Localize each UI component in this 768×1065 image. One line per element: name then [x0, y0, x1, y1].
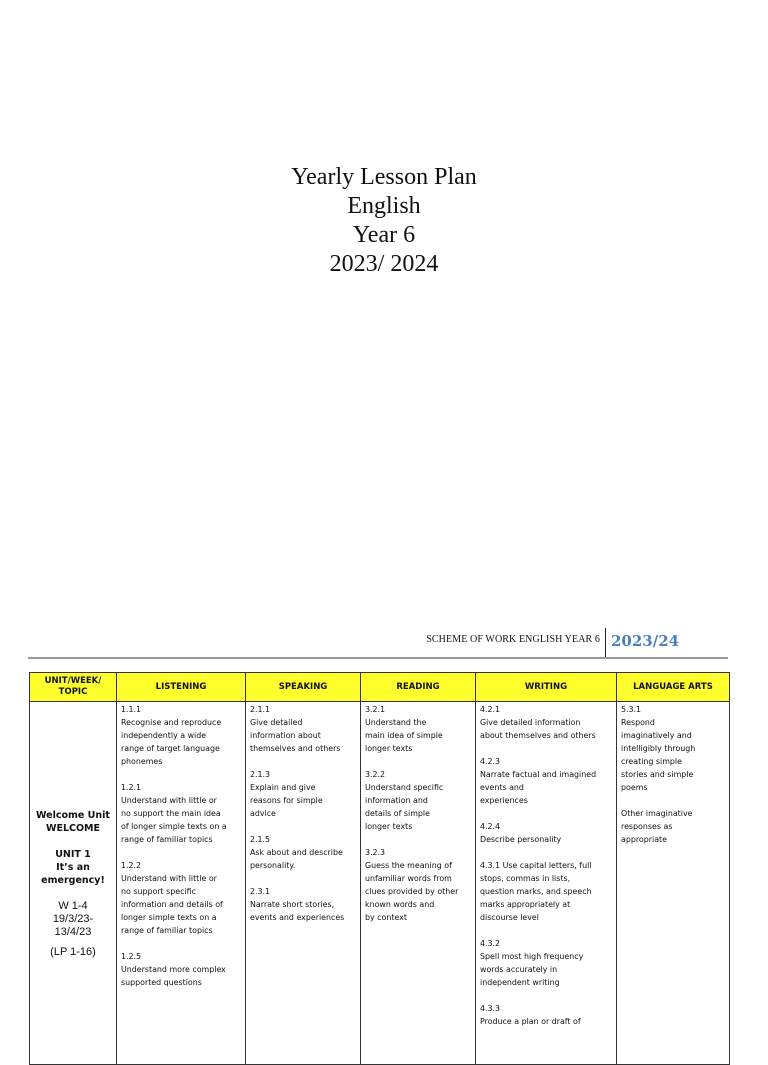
writing-line: [480, 846, 612, 859]
listening-line: 1.2.1: [121, 783, 142, 792]
title-subject: English: [347, 193, 421, 219]
speaking-line: Explain and give: [250, 783, 316, 792]
writing-line: experiences: [480, 796, 528, 805]
unit-welcome-title: WELCOME: [45, 823, 100, 834]
writing-line: question marks, and speech: [480, 887, 592, 896]
language-arts-line: responses as: [621, 822, 673, 831]
listening-line: no support the main idea: [121, 809, 221, 818]
reading-line: longer texts: [365, 744, 413, 753]
listening-line: range of familiar topics: [121, 926, 213, 935]
writing-line: stops, commas in lists,: [480, 874, 571, 883]
writing-line: [480, 924, 612, 937]
listening-line: 1.2.5: [121, 952, 142, 961]
reading-line: longer texts: [365, 822, 413, 831]
writing-line: 4.3.2: [480, 939, 501, 948]
writing-line: [480, 989, 612, 1002]
header-listening: LISTENING: [117, 673, 246, 702]
scheme-header: [0, 628, 768, 660]
reading-line: 3.2.3: [365, 848, 386, 857]
listening-line: range of target language: [121, 744, 220, 753]
writing-line: 4.3.1 Use capital letters, full: [480, 861, 592, 870]
header-reading: READING: [361, 673, 476, 702]
speaking-line: 2.1.1: [250, 705, 271, 714]
unit-topic-line1: It’s an: [56, 862, 90, 873]
reading-line: main idea of simple: [365, 731, 443, 740]
header-unit: UNIT/WEEK/ TOPIC: [30, 673, 117, 702]
writing-line: 4.2.1: [480, 705, 501, 714]
language-arts-line: [621, 794, 725, 807]
listening-cell: [117, 702, 246, 1065]
writing-line: discourse level: [480, 913, 539, 922]
language-arts-line: intelligibly through: [621, 744, 696, 753]
document-title: [0, 163, 768, 279]
writing-line: Spell most high frequency: [480, 952, 584, 961]
speaking-line: 2.1.3: [250, 770, 271, 779]
reading-line: clues provided by other: [365, 887, 459, 896]
header-writing: WRITING: [476, 673, 617, 702]
writing-line: [480, 807, 612, 820]
reading-line: information and: [365, 796, 428, 805]
writing-line: about themselves and others: [480, 731, 596, 740]
language-arts-line: Other imaginative: [621, 809, 693, 818]
writing-line: independent writing: [480, 978, 560, 987]
listening-line: Understand more complex: [121, 965, 226, 974]
listening-line: 1.2.2: [121, 861, 142, 870]
unit-week: W 1-4: [58, 900, 88, 912]
reading-line: 3.2.1: [365, 705, 386, 714]
speaking-line: Give detailed: [250, 718, 303, 727]
speaking-line: 2.1.5: [250, 835, 271, 844]
language-arts-line: appropriate: [621, 835, 667, 844]
unit-lesson-plans: (LP 1-16): [50, 946, 96, 958]
header-rule: [28, 657, 728, 659]
speaking-line: [250, 820, 356, 833]
writing-line: marks appropriately at: [480, 900, 571, 909]
reading-line: known words and: [365, 900, 435, 909]
reading-line: 3.2.2: [365, 770, 386, 779]
listening-line: Recognise and reproduce: [121, 718, 222, 727]
speaking-line: themselves and others: [250, 744, 341, 753]
unit-date-start: 19/3/23-: [52, 913, 94, 925]
lesson-plan-table: [29, 672, 730, 1065]
reading-cell: [361, 702, 476, 1065]
speaking-line: [250, 872, 356, 885]
language-arts-line: 5.3.1: [621, 705, 642, 714]
unit-number: UNIT 1: [55, 849, 91, 860]
speaking-line: Ask about and describe: [250, 848, 343, 857]
language-arts-line: imaginatively and: [621, 731, 692, 740]
listening-line: [121, 937, 241, 950]
speaking-line: [250, 755, 356, 768]
language-arts-line: creating simple: [621, 757, 682, 766]
writing-line: [480, 742, 612, 755]
language-arts-line: poems: [621, 783, 648, 792]
speaking-line: 2.3.1: [250, 887, 271, 896]
writing-line: 4.2.4: [480, 822, 501, 831]
unit-date-end: 13/4/23: [54, 926, 92, 938]
writing-line: Narrate factual and imagined: [480, 770, 597, 779]
scheme-header-text: SCHEME OF WORK ENGLISH YEAR 6: [426, 634, 600, 645]
header-language-arts: LANGUAGE ARTS: [617, 673, 730, 702]
writing-cell: [476, 702, 617, 1065]
speaking-line: information about: [250, 731, 321, 740]
language-arts-line: Respond: [621, 718, 655, 727]
reading-line: unfamiliar words from: [365, 874, 452, 883]
listening-line: no support specific: [121, 887, 196, 896]
listening-line: range of familiar topics: [121, 835, 213, 844]
speaking-line: personality.: [250, 861, 296, 870]
speaking-line: events and experiences: [250, 913, 345, 922]
writing-line: Produce a plan or draft of: [480, 1017, 581, 1026]
speaking-line: advice: [250, 809, 276, 818]
title-line: Yearly Lesson Plan: [291, 164, 477, 190]
title-session: 2023/ 2024: [329, 251, 439, 277]
listening-line: [121, 846, 241, 859]
reading-line: details of simple: [365, 809, 430, 818]
writing-line: Describe personality: [480, 835, 562, 844]
reading-line: Understand the: [365, 718, 427, 727]
writing-line: words accurately in: [480, 965, 558, 974]
reading-line: by context: [365, 913, 407, 922]
listening-line: phonemes: [121, 757, 163, 766]
listening-line: Understand with little or: [121, 874, 217, 883]
speaking-line: Narrate short stories,: [250, 900, 335, 909]
unit-cell: [30, 702, 117, 1065]
reading-line: [365, 833, 471, 846]
listening-line: supported questions: [121, 978, 202, 987]
listening-line: Understand with little or: [121, 796, 217, 805]
listening-line: [121, 768, 241, 781]
listening-line: of longer simple texts on a: [121, 822, 227, 831]
header-speaking: SPEAKING: [246, 673, 361, 702]
writing-line: Give detailed information: [480, 718, 581, 727]
reading-line: Guess the meaning of: [365, 861, 452, 870]
speaking-line: reasons for simple: [250, 796, 323, 805]
language-arts-line: stories and simple: [621, 770, 694, 779]
listening-line: information and details of: [121, 900, 223, 909]
reading-line: [365, 755, 471, 768]
unit-welcome: Welcome Unit: [36, 810, 110, 821]
language-arts-cell: [617, 702, 730, 1065]
listening-line: longer simple texts on a: [121, 913, 217, 922]
listening-line: 1.1.1: [121, 705, 142, 714]
table-header-row: [30, 673, 730, 702]
unit-topic-line2: emergency!: [41, 875, 105, 886]
writing-line: 4.2.3: [480, 757, 501, 766]
header-divider: [605, 628, 606, 658]
title-year-level: Year 6: [352, 222, 416, 248]
speaking-cell: [246, 702, 361, 1065]
listening-line: independently a wide: [121, 731, 207, 740]
scheme-header-year: 2023/24: [611, 632, 680, 650]
table-row: [30, 702, 730, 1065]
writing-line: events and: [480, 783, 524, 792]
writing-line: 4.3.3: [480, 1004, 501, 1013]
reading-line: Understand specific: [365, 783, 444, 792]
